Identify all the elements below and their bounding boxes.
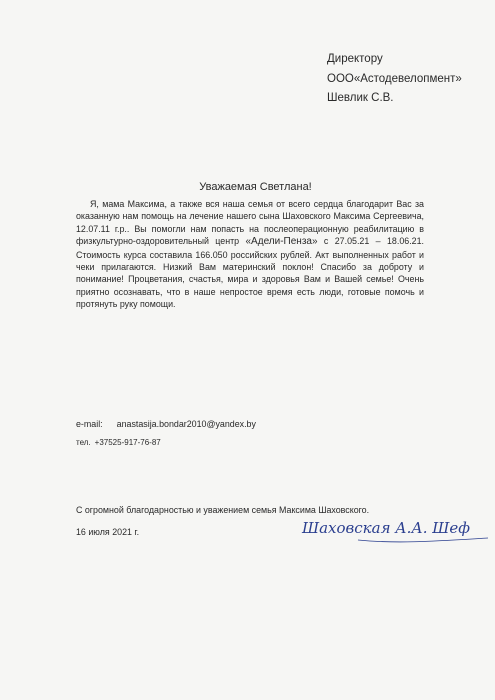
- letter-body: [76, 198, 424, 311]
- signature-underline: [358, 538, 488, 542]
- center-name: «Адели-Пенза»: [245, 236, 318, 248]
- body-part-2: с 27.05.21 – 18.06.21. Стоимость курса составила 166.050 российских рублей. Акт выполненных работ и чеки прилагаются. Низкий Вам материнский поклон! Спасибо за доброту и понимание! Процветания, счастья, мира и здоровья Вам и Вашей семье! Очень приятно осознавать, что в наше непростое время есть люди, готовые помочь и протянуть руку помощи.: [76, 236, 424, 310]
- phone-line: [76, 438, 161, 447]
- email-label: e-mail:: [76, 419, 103, 429]
- addressee-block: [327, 50, 462, 109]
- closing-line: С огромной благодарностью и уважением семья Максима Шаховского.: [76, 505, 370, 515]
- email-value: anastasija.bondar2010@yandex.by: [116, 419, 256, 429]
- phone-value: +37525-917-76-87: [94, 438, 161, 447]
- email-line: [76, 419, 256, 429]
- handwritten-signature: [298, 508, 493, 548]
- greeting: Уважаемая Светлана!: [199, 181, 312, 193]
- letter-date: 16 июля 2021 г.: [76, 527, 140, 537]
- addressee-name: Шевлик С.В.: [327, 92, 394, 104]
- body-part-1: Я, мама Максима, а также вся наша семья от всего сердца благодарит Вас за оказанную нам помощь на лечение нашего сына Шаховского Максима Сергеевича, 12.07.11 г.р.. Вы помогли нам попасть на послеоперационную реабилитацию в физкультурно-оздоровительный центр: [76, 199, 424, 247]
- addressee-title: Директору: [327, 53, 383, 65]
- addressee-company: ООО«Астодевелопмент»: [327, 72, 462, 85]
- signature-text: Шаховская А.А. Шеф: [302, 519, 471, 537]
- phone-label: тел.: [76, 438, 91, 447]
